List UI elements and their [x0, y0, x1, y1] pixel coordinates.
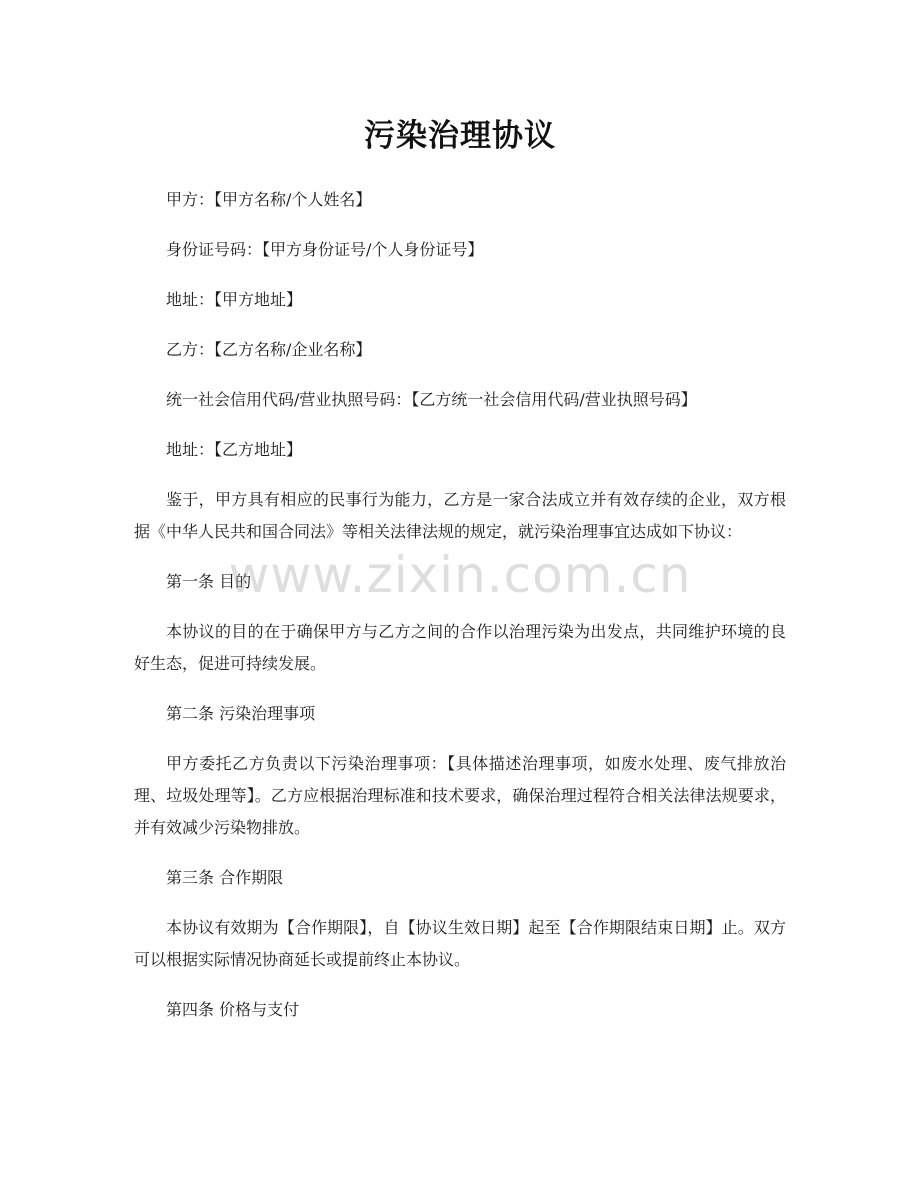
article-1-heading: 第一条 目的	[166, 572, 252, 591]
article-2-heading: 第二条 污染治理事项	[166, 704, 316, 723]
article-1-body: 本协议的目的在于确保甲方与乙方之间的合作以治理污染为出发点，共同维护环境的良好生态，促进可持续发展。	[134, 622, 786, 673]
party-a-line: 甲方：【甲方名称/个人姓名】	[166, 190, 372, 209]
party-b-line: 乙方：【乙方名称/企业名称】	[166, 340, 372, 359]
preamble-paragraph: 鉴于，甲方具有相应的民事行为能力，乙方是一家合法成立并有效存续的企业，双方根据《中华人民共和国合同法》等相关法律法规的规定，就污染治理事宜达成如下协议：	[134, 490, 786, 541]
party-a-id-line: 身份证号码：【甲方身份证号/个人身份证号】	[166, 240, 484, 259]
document-body	[134, 184, 786, 1044]
article-4-heading: 第四条 价格与支付	[166, 1000, 300, 1019]
article-3-heading: 第三条 合作期限	[166, 868, 284, 887]
article-3-body: 本协议有效期为【合作期限】，自【协议生效日期】起至【合作期限结束日期】止。双方可以根据实际情况协商延长或提前终止本协议。	[134, 918, 786, 969]
article-2-body: 甲方委托乙方负责以下污染治理事项：【具体描述治理事项，如废水处理、废气排放治理、垃圾处理等】。乙方应根据治理标准和技术要求，确保治理过程符合相关法律法规要求，并有效减少污染物排放。	[134, 754, 786, 837]
party-a-address-line: 地址：【甲方地址】	[166, 290, 303, 309]
watermark: www.zixin.com.cn	[228, 546, 692, 604]
party-b-address-line: 地址：【乙方地址】	[166, 440, 303, 459]
document-title: 污染治理协议	[364, 118, 556, 154]
party-b-code-line: 统一社会信用代码/营业执照号码：【乙方统一社会信用代码/营业执照号码】	[166, 390, 697, 409]
